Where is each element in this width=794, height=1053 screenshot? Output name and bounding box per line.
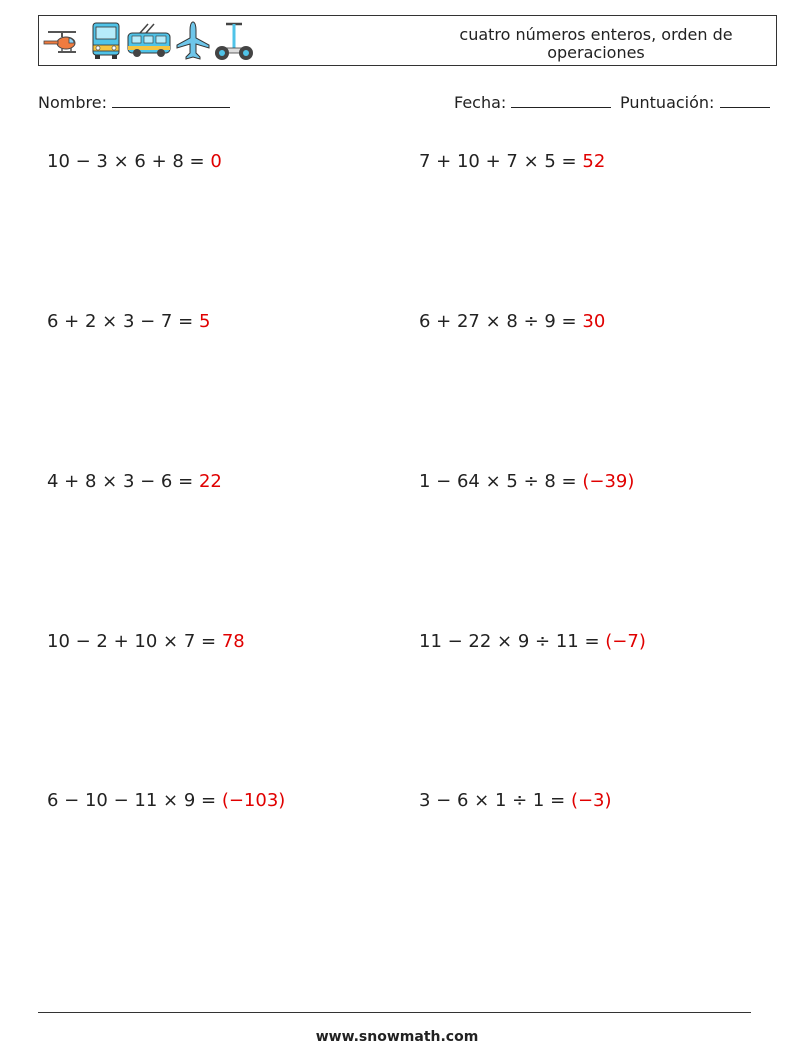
header-icons [42, 20, 254, 62]
problem-expression: 11 − 22 × 9 ÷ 11 = [419, 631, 600, 652]
problem-4 [419, 311, 605, 332]
problem-5 [47, 471, 222, 492]
problem-expression: 6 + 2 × 3 − 7 = [47, 311, 194, 332]
problem-answer: 52 [582, 151, 606, 172]
worksheet-title: cuatro números enteros, orden de operaciones [459, 25, 733, 62]
date-label: Fecha: [454, 93, 507, 112]
name-field [38, 93, 230, 112]
problem-7 [47, 631, 245, 652]
worksheet-header [38, 15, 777, 66]
footer-divider [38, 1012, 751, 1013]
problem-expression: 6 + 27 × 8 ÷ 9 = [419, 311, 577, 332]
problem-expression: 10 − 2 + 10 × 7 = [47, 631, 217, 652]
problem-expression: 7 + 10 + 7 × 5 = [419, 151, 577, 172]
footer-url[interactable]: www.snowmath.com [315, 1029, 479, 1045]
problem-answer: (−7) [605, 631, 646, 652]
bus-icon [89, 21, 123, 61]
problem-8 [419, 631, 646, 652]
name-blank[interactable] [112, 93, 230, 108]
problem-6 [419, 471, 634, 492]
problem-answer: 0 [210, 151, 222, 172]
problem-answer: 22 [198, 471, 222, 492]
helicopter-icon [42, 26, 86, 56]
score-blank[interactable] [720, 93, 770, 108]
score-field [620, 93, 770, 112]
problem-expression: 10 − 3 × 6 + 8 = [47, 151, 205, 172]
problem-expression: 3 − 6 × 1 ÷ 1 = [419, 790, 566, 811]
problem-answer: (−39) [582, 471, 635, 492]
problem-9 [47, 790, 285, 811]
segway-icon [214, 20, 254, 62]
date-blank[interactable] [511, 93, 611, 108]
problem-answer: 30 [582, 311, 606, 332]
problem-expression: 6 − 10 − 11 × 9 = [47, 790, 217, 811]
problem-answer: (−103) [221, 790, 286, 811]
score-label: Puntuación: [620, 93, 715, 112]
name-label: Nombre: [38, 93, 107, 112]
problem-answer: 5 [198, 311, 211, 332]
date-field [454, 93, 611, 112]
airplane-icon [175, 20, 211, 62]
problem-expression: 4 + 8 × 3 − 6 = [47, 471, 194, 492]
problem-10 [419, 790, 612, 811]
trolleybus-icon [126, 23, 172, 59]
problem-answer: (−3) [570, 790, 612, 811]
problem-1 [47, 151, 222, 172]
problem-expression: 1 − 64 × 5 ÷ 8 = [419, 471, 577, 492]
problem-answer: 78 [221, 631, 245, 652]
problem-2 [419, 151, 605, 172]
problem-3 [47, 311, 210, 332]
